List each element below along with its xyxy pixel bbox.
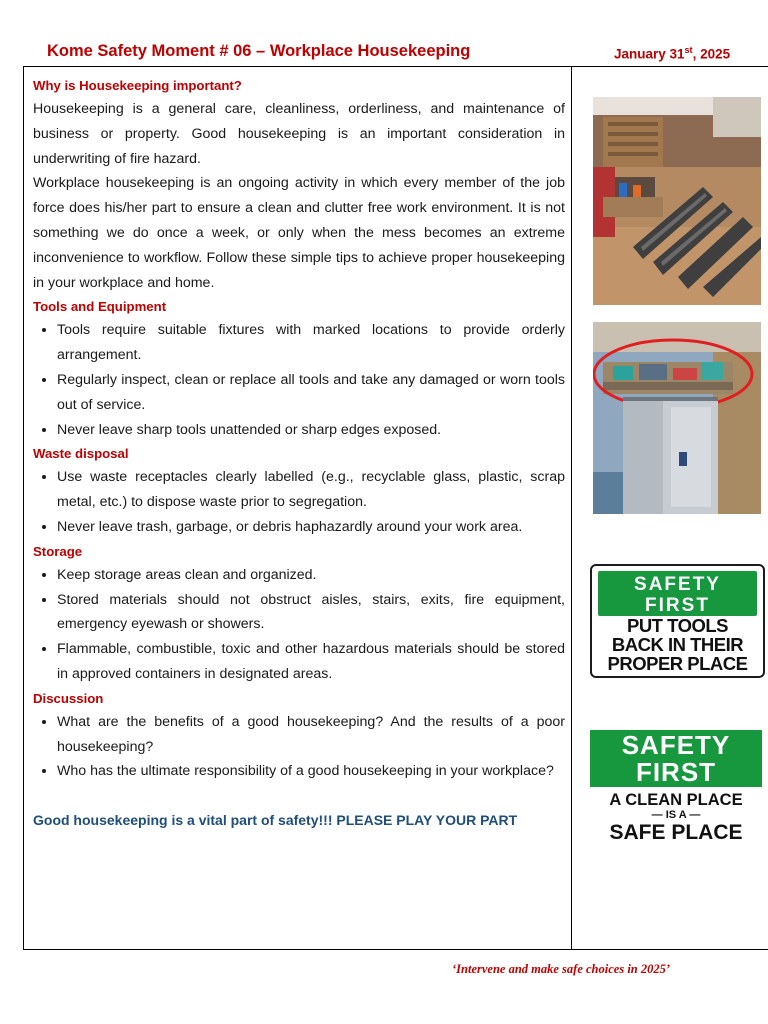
date <box>614 45 730 62</box>
list-item: • Never leave sharp tools unattended or sharp edges exposed. <box>57 418 565 443</box>
main-content <box>33 74 565 833</box>
list-item: • Tools require suitable fixtures with marked locations to provide orderly arrangement. <box>57 318 565 368</box>
list-item: • Keep storage areas clean and organized. <box>57 563 565 588</box>
closing-statement: Good housekeeping is a vital part of safety!!! PLEASE PLAY YOUR PART <box>33 812 518 829</box>
list-item: • Stored materials should not obstruct aisles, stairs, exits, fire equipment, emergency eyewash or showers. <box>57 588 565 638</box>
section-heading-tools: Tools and Equipment <box>33 299 167 315</box>
section-heading-why: Why is Housekeeping important? <box>33 78 242 93</box>
sign-banner <box>598 571 757 616</box>
section-heading-waste: Waste disposal <box>33 446 129 462</box>
list-item: • What are the benefits of a good housekeeping? And the results of a poor housekeeping? <box>57 710 565 760</box>
sign-message-line: SAFE PLACE <box>609 821 743 844</box>
list-item: • Regularly inspect, clean or replace all tools and take any damaged or worn tools out of service. <box>57 368 565 418</box>
sign-banner-line: FIRST <box>645 595 710 616</box>
date-ordinal: st <box>684 45 693 55</box>
sign-message <box>590 791 762 844</box>
paragraph-why-2: Workplace housekeeping is an ongoing activity in which every member of the job force does his/her part to ensure a clean and clutter free work environment. It is not something we do once a week, or only when the mess becomes an extreme inconvenience to workflow. Follow these simple tips to achieve proper housekeeping in your workplace and home. <box>33 175 565 291</box>
list-item: • Use waste receptacles clearly labelled (e.g., recyclable glass, plastic, scrap metal, etc.) to dispose waste prior to segregation. <box>57 465 565 515</box>
waste-list <box>33 465 565 539</box>
section-heading-discussion: Discussion <box>33 690 104 706</box>
sign-banner-line: SAFETY <box>621 730 731 760</box>
safety-sign-clean-place <box>590 730 762 850</box>
list-item: • Who has the ultimate responsibility of a good housekeeping in your workplace? <box>57 759 565 784</box>
sign-banner-line: FIRST <box>635 757 717 787</box>
divider-bottom <box>571 949 768 950</box>
paragraph-why-1: Housekeeping is a general care, cleanliness, orderliness, and maintenance of business or property. Good housekeeping is an important consideration in underwriting of fire hazard. <box>33 101 565 167</box>
list-item: • Never leave trash, garbage, or debris haphazardly around your work area. <box>57 515 565 540</box>
sign-message-line: A CLEAN PLACE <box>609 791 743 809</box>
tools-list <box>33 318 565 442</box>
sign-message-line: BACK IN THEIR <box>611 634 744 655</box>
sign-message-line: — IS A — <box>651 809 701 821</box>
divider-top <box>571 66 768 67</box>
date-year: , 2025 <box>692 46 731 62</box>
sign-message <box>596 616 759 673</box>
sign-message-line: PROPER PLACE <box>607 653 748 674</box>
page-title: Kome Safety Moment # 06 – Workplace Housekeeping <box>47 42 471 60</box>
section-heading-storage: Storage <box>33 543 83 559</box>
sign-message-line: PUT TOOLS <box>626 615 729 636</box>
list-item: • Flammable, combustible, toxic and other hazardous materials should be stored in approved containers in designated areas. <box>57 637 565 687</box>
date-text: January 31 <box>614 46 685 62</box>
storage-list <box>33 563 565 687</box>
photo-cluttered-pallets <box>593 97 761 305</box>
safety-sign-put-tools-back <box>590 564 765 678</box>
footer-slogan: ‘Intervene and make safe choices in 2025’ <box>452 962 671 976</box>
sign-banner <box>590 730 762 787</box>
discussion-list <box>33 710 565 784</box>
sign-banner-line: SAFETY <box>634 574 721 595</box>
photo-tool-cabinet <box>593 322 761 514</box>
